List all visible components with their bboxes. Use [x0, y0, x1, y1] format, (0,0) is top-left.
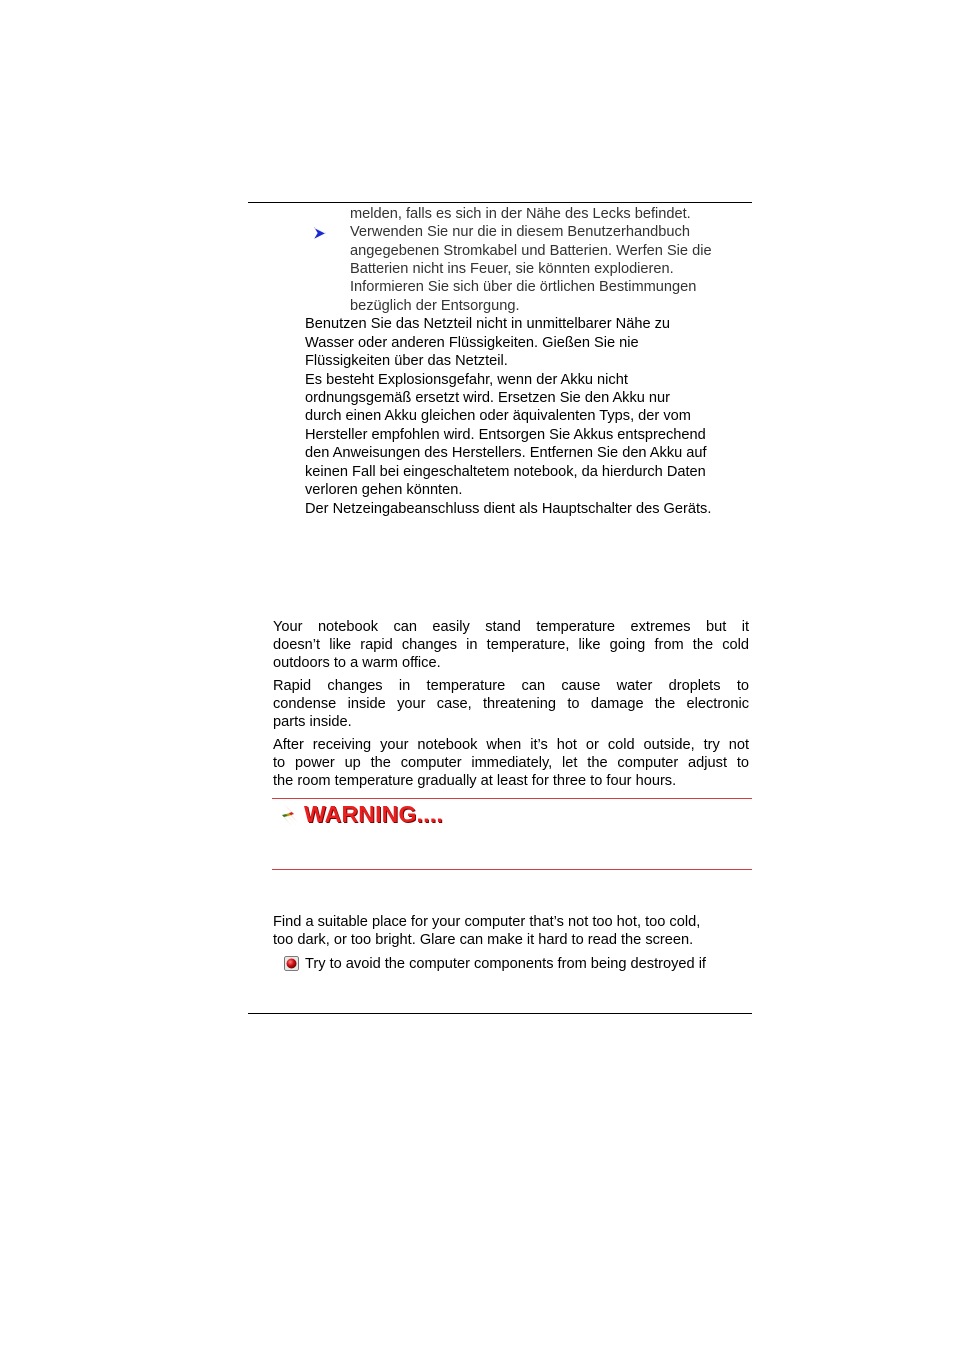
english-paragraph [273, 618, 749, 673]
header-rule [248, 202, 752, 203]
paragraph-line: Find a suitable place for your computer that’s not too hot, too cold, [273, 914, 701, 930]
german-paragraph-line: ordnungsgemäß ersetzt wird. Ersetzen Sie den Akku nur [305, 390, 671, 406]
paragraph-line: too dark, or too bright. Glare can make it hard to read the screen. [273, 932, 694, 948]
german-paragraph-line: Der Netzeingabeanschluss dient als Hauptschalter des Geräts. [305, 501, 712, 517]
paragraph-line: Rapid changes in temperature can cause water droplets to [273, 678, 749, 694]
paragraph-line: to power up the computer immediately, let the computer adjust to [273, 755, 749, 772]
warning-top-rule [272, 798, 752, 799]
english-paragraph [273, 677, 749, 732]
sub-list-line: melden, falls es sich in der Nähe des Lecks befindet. [350, 206, 691, 222]
paragraph-line: outdoors to a warm office. [273, 655, 441, 672]
german-paragraph-line: Es besteht Explosionsgefahr, wenn der Akku nicht [305, 372, 628, 388]
german-paragraph-line: Flüssigkeiten über das Netzteil. [305, 353, 508, 369]
warning-label: WARNING.... [304, 801, 443, 827]
paragraph-line: Your notebook can easily stand temperature extremes but it [273, 619, 749, 635]
paragraph-line: After receiving your notebook when it’s hot or cold outside, try not [273, 737, 749, 753]
sub-list-item-line: angegebenen Stromkabel und Batterien. Werfen Sie die [350, 243, 712, 259]
german-paragraph-line: Wasser oder anderen Flüssigkeiten. Gießen Sie nie [305, 335, 639, 351]
english-paragraph [273, 736, 749, 791]
german-paragraph-line: den Anweisungen des Herstellers. Entfernen Sie den Akku auf [305, 445, 707, 461]
warning-bottom-rule [272, 869, 752, 870]
warning-lightning-icon [273, 802, 303, 828]
sub-list-item-line: Informieren Sie sich über die örtlichen Bestimmungen [350, 279, 697, 295]
sub-list-item-line: Batterien nicht ins Feuer, sie könnten explodieren. [350, 261, 674, 277]
german-paragraph-line: keinen Fall bei eingeschaltetem notebook, da hierdurch Daten [305, 464, 706, 480]
german-paragraph-line: verloren gehen könnten. [305, 482, 463, 498]
paragraph-line: the room temperature gradually at least for three to four hours. [273, 773, 677, 790]
bullet-item-text: Try to avoid the computer components from being destroyed if [305, 956, 706, 972]
paragraph-line: doesn’t like rapid changes in temperature, like going from the cold [273, 637, 749, 654]
footer-rule [248, 1013, 752, 1014]
arrow-bullet-icon [313, 226, 327, 240]
red-dot-bullet-icon [284, 956, 299, 971]
paragraph-line: parts inside. [273, 714, 352, 731]
german-paragraph-line: Hersteller empfohlen wird. Entsorgen Sie Akkus entsprechend [305, 427, 706, 443]
german-paragraph-line: durch einen Akku gleichen oder äquivalenten Typs, der vom [305, 408, 691, 424]
sub-list-item-line: Verwenden Sie nur die in diesem Benutzerhandbuch [350, 224, 690, 240]
german-paragraph-line: Benutzen Sie das Netzteil nicht in unmittelbarer Nähe zu [305, 316, 671, 332]
sub-list-item-line: bezüglich der Entsorgung. [350, 298, 520, 314]
paragraph-line: condense inside your case, threatening to damage the electronic [273, 696, 749, 713]
